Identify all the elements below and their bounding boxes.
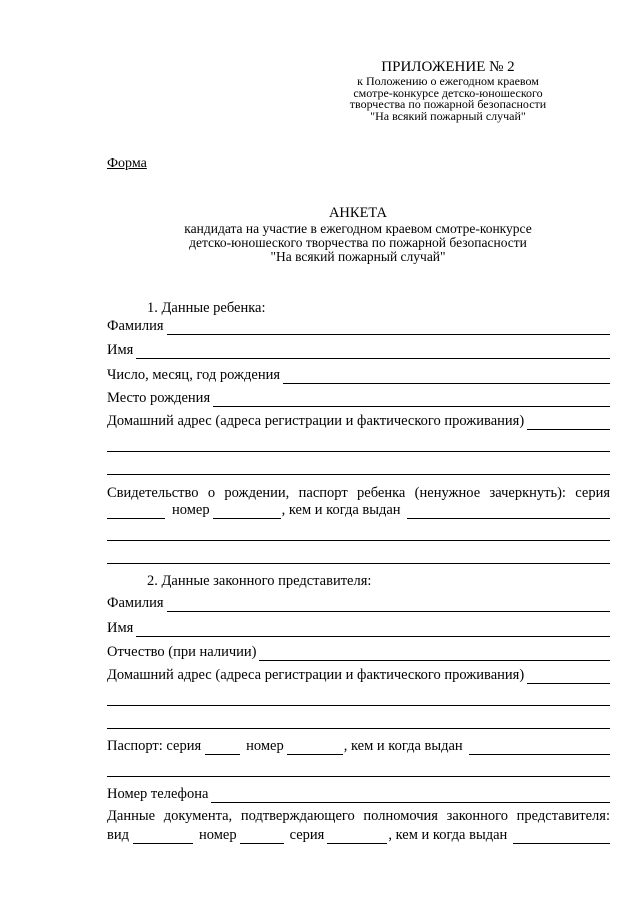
rep-authority-number-label: номер (198, 827, 237, 843)
rep-phone-field[interactable] (211, 788, 610, 803)
rep-authority-series-label: серия (289, 827, 325, 843)
child-birthplace-row (107, 389, 610, 407)
child-birthdate-label: Число, месяц, год рождения (107, 367, 281, 383)
appendix-line: творчества по пожарной безопасности (349, 97, 547, 111)
rep-name-label: Имя (107, 620, 134, 636)
rep-passport-number-field[interactable] (287, 740, 343, 755)
child-doc-number-field[interactable] (213, 504, 281, 519)
child-surname-row (107, 317, 610, 335)
rep-surname-row (107, 594, 610, 612)
rep-address-line-3[interactable] (107, 728, 610, 729)
child-name-label: Имя (107, 342, 134, 358)
rep-authority-label: Данные документа, подтверждающего полномочия законного представителя: (107, 808, 610, 824)
child-address-line-3[interactable] (107, 474, 610, 475)
document-heading (0, 204, 640, 264)
child-document-line-2[interactable] (107, 540, 610, 541)
document-title: АНКЕТА (328, 205, 388, 221)
rep-phone-row (107, 785, 610, 803)
rep-patronymic-label: Отчество (при наличии) (107, 644, 257, 660)
child-document-label: Свидетельство о рождении, паспорт ребенка (ненужное зачеркнуть): серия (107, 485, 610, 501)
rep-authority-row (107, 826, 610, 844)
appendix-title: ПРИЛОЖЕНИЕ № 2 (381, 59, 515, 75)
section2-title: 2. Данные законного представителя: (147, 573, 372, 589)
child-name-field[interactable] (136, 344, 610, 359)
rep-passport-number-label: номер (246, 738, 284, 754)
rep-authority-type-field[interactable] (133, 829, 193, 844)
child-doc-issued-label: , кем и когда выдан (281, 502, 401, 518)
appendix-line: к Положению о ежегодном краевом (357, 74, 539, 88)
rep-surname-label: Фамилия (107, 595, 164, 611)
appendix-line: смотре-конкурсе детско-юношеского (353, 85, 543, 100)
child-document-line-3[interactable] (107, 563, 610, 564)
rep-address-field[interactable] (527, 669, 610, 684)
child-surname-field[interactable] (167, 320, 611, 335)
rep-phone-label: Номер телефона (107, 786, 209, 802)
rep-surname-field[interactable] (167, 597, 611, 612)
rep-authority-issued-label: , кем и когда выдан (388, 827, 508, 843)
rep-authority-issued-field[interactable] (513, 829, 610, 844)
rep-passport-issued-label: , кем и когда выдан (343, 738, 463, 754)
rep-address-row (107, 666, 610, 684)
rep-authority-series-field[interactable] (327, 829, 387, 844)
rep-authority-number-field[interactable] (240, 829, 284, 844)
child-birthdate-row (107, 366, 610, 384)
child-birthplace-field[interactable] (213, 392, 610, 407)
rep-passport-label: Паспорт: серия (107, 738, 202, 754)
rep-passport-issued-field[interactable] (469, 740, 610, 755)
child-address-field[interactable] (527, 415, 610, 430)
heading-line: детско-юношеского творчества по пожарной безопасности (189, 235, 527, 250)
rep-passport-row (107, 737, 610, 755)
child-document-row (107, 501, 610, 519)
rep-address-line-2[interactable] (107, 705, 610, 706)
rep-address-label: Домашний адрес (адреса регистрации и фактического проживания) (107, 667, 525, 683)
appendix-line: "На всякий пожарный случай" (370, 108, 526, 123)
child-birthdate-field[interactable] (283, 369, 610, 384)
rep-name-field[interactable] (136, 622, 610, 637)
heading-line: кандидата на участие в ежегодном краевом смотре-конкурсе (184, 221, 532, 236)
rep-patronymic-row (107, 643, 610, 661)
child-address-line-2[interactable] (107, 451, 610, 452)
child-name-row (107, 341, 610, 359)
child-doc-number-label: номер (172, 502, 210, 518)
child-doc-issued-field[interactable] (407, 504, 610, 519)
rep-authority-type-label: вид (107, 827, 129, 843)
heading-line: "На всякий пожарный случай" (270, 249, 446, 264)
rep-passport-series-field[interactable] (205, 740, 240, 755)
child-surname-label: Фамилия (107, 318, 164, 334)
child-address-label: Домашний адрес (адреса регистрации и фактического проживания) (107, 413, 525, 429)
section1-title: 1. Данные ребенка: (147, 300, 266, 316)
rep-name-row (107, 619, 610, 637)
form-label: Форма (107, 156, 147, 171)
rep-passport-line-2[interactable] (107, 776, 610, 777)
appendix-block (328, 58, 568, 122)
rep-patronymic-field[interactable] (259, 646, 610, 661)
child-birthplace-label: Место рождения (107, 390, 211, 406)
child-doc-series-field[interactable] (107, 504, 165, 519)
child-address-row (107, 412, 610, 430)
